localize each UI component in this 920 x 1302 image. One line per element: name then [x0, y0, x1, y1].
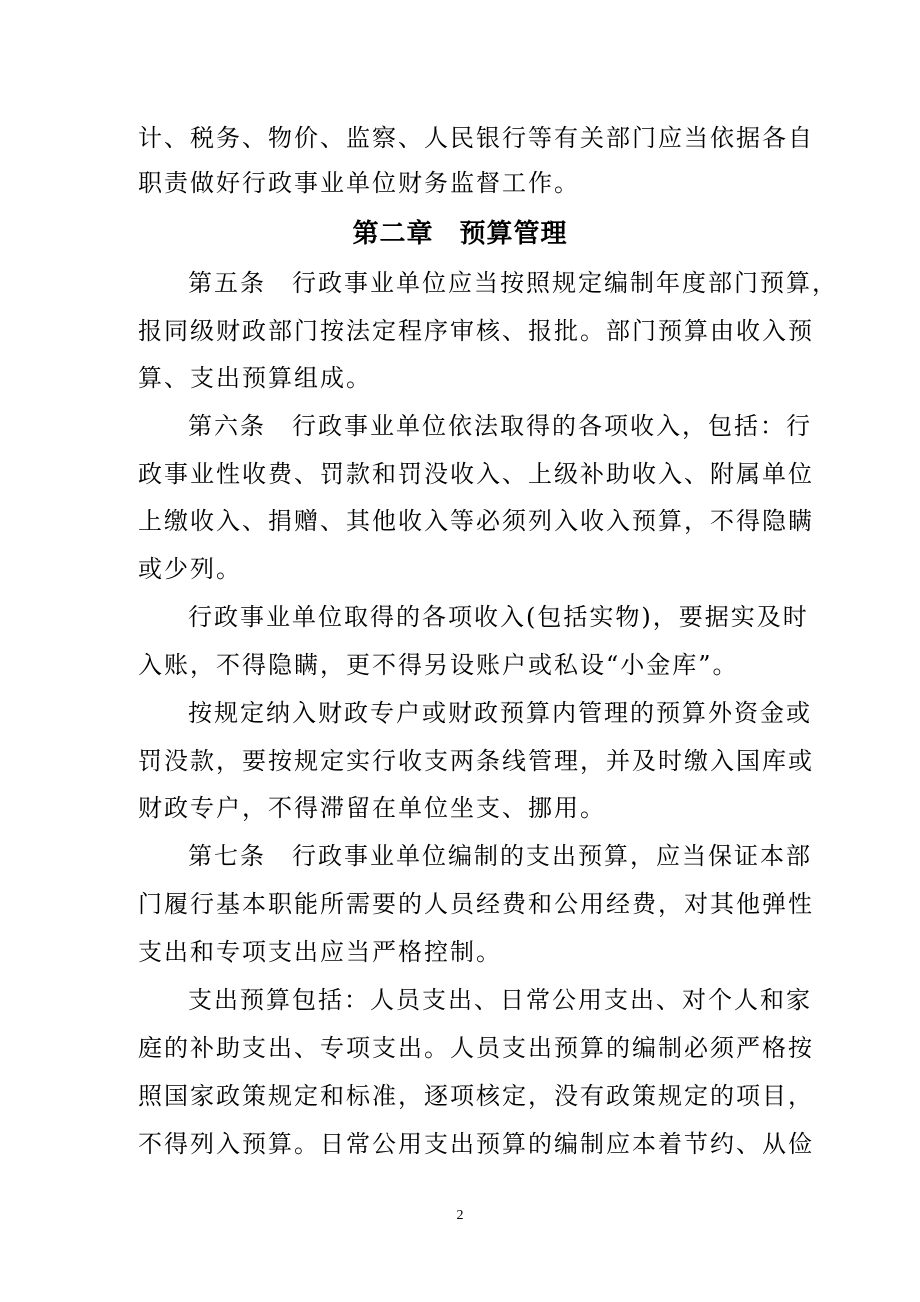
- body-text-line: 计、税务、物价、监察、人民银行等有关部门应当依据各自: [138, 124, 814, 152]
- body-text-line: 报同级财政部门按法定程序审核、报批。部门预算由收入预: [138, 317, 814, 345]
- body-text-line: 上缴收入、捐赠、其他收入等必须列入收入预算，不得隐瞒: [138, 507, 814, 535]
- body-text-line: 算、支出预算组成。: [138, 364, 372, 392]
- paragraph-first-line: 行政事业单位取得的各项收入(包括实物)，要据实及时: [188, 603, 809, 631]
- article-6-line: 第六条 行政事业单位依法取得的各项收入，包括：行: [188, 412, 812, 440]
- body-text-line: 照国家政策规定和标准，逐项核定，没有政策规定的项目，: [138, 1082, 814, 1110]
- paragraph-first-line: 支出预算包括：人员支出、日常公用支出、对个人和家: [188, 986, 812, 1014]
- body-text-line: 支出和专项支出应当严格控制。: [138, 938, 502, 966]
- article-5-line: 第五条 行政事业单位应当按照规定编制年度部门预算，: [188, 269, 838, 297]
- chapter-number: 第二章: [352, 219, 434, 249]
- body-text-line: 或少列。: [138, 555, 242, 583]
- body-text-line: 政事业性收费、罚款和罚没收入、上级补助收入、附属单位: [138, 460, 814, 488]
- body-text-line: 不得列入预算。日常公用支出预算的编制应本着节约、从俭: [138, 1130, 814, 1158]
- body-text-line: 罚没款，要按规定实行收支两条线管理，并及时缴入国库或: [138, 747, 814, 775]
- article-7-line: 第七条 行政事业单位编制的支出预算，应当保证本部: [188, 842, 812, 870]
- chapter-heading: [0, 212, 920, 256]
- chapter-title: 预算管理: [459, 219, 568, 249]
- body-text-line: 财政专户，不得滞留在单位坐支、挪用。: [138, 794, 606, 822]
- body-text-line: 入账，不得隐瞒，更不得另设账户或私设“小金库”。: [138, 651, 739, 679]
- paragraph-first-line: 按规定纳入财政专户或财政预算内管理的预算外资金或: [188, 699, 812, 727]
- body-text-line: 庭的补助支出、专项支出。人员支出预算的编制必须严格按: [138, 1034, 814, 1062]
- page-number: 2: [456, 1208, 464, 1223]
- body-text-line: 门履行基本职能所需要的人员经费和公用经费，对其他弹性: [138, 890, 814, 918]
- body-text-line: 职责做好行政事业单位财务监督工作。: [138, 169, 580, 197]
